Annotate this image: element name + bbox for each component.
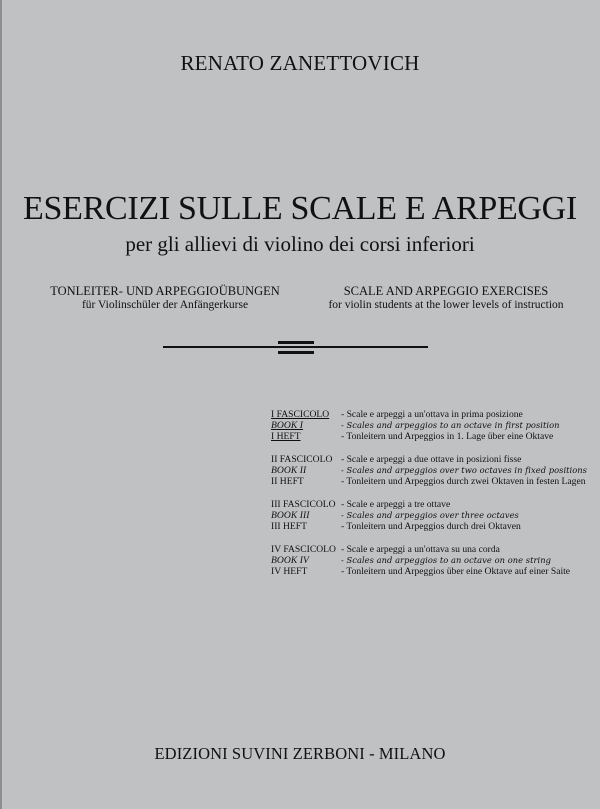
volume-description: - Scales and arpeggios over two octaves in fixed positions xyxy=(341,465,587,475)
volume-description: - Tonleitern und Arpeggios über eine Oktave auf einer Saite xyxy=(341,566,571,577)
german-subtitle: für Violinschüler der Anfängerkurse xyxy=(81,299,249,311)
page-subtitle: per gli allievi di violino dei corsi inferiori xyxy=(125,232,475,256)
volume-description: - Scale e arpeggi a due ottave in posizioni fisse xyxy=(341,454,522,465)
volume-description: - Scales and arpeggios over three octaves xyxy=(341,510,519,520)
volume-label: II FASCICOLO xyxy=(271,454,333,465)
volume-label: III HEFT xyxy=(271,521,307,532)
volume-description: - Scale e arpeggi a un'ottava in prima posizione xyxy=(341,409,523,420)
volume-row-german xyxy=(271,566,587,577)
volume-label: BOOK I xyxy=(271,420,304,431)
volume-label: III FASCICOLO xyxy=(271,499,336,510)
volume-row-italian xyxy=(271,499,587,510)
english-subtitle: for violin students at the lower levels of instruction xyxy=(328,299,564,311)
volume-row-english xyxy=(271,555,587,566)
volume-label: BOOK IV xyxy=(271,555,309,566)
volume-4 xyxy=(271,544,587,577)
divider-bar-top xyxy=(278,341,314,344)
volume-row-german xyxy=(271,431,587,442)
volume-label: BOOK III xyxy=(271,510,310,521)
page-title: ESERCIZI SULLE SCALE E ARPEGGI xyxy=(23,190,577,227)
volume-description: - Tonleitern und Arpeggios in 1. Lage über eine Oktave xyxy=(341,431,554,442)
divider-line xyxy=(163,346,428,348)
page-edge xyxy=(0,0,2,809)
volume-1 xyxy=(271,409,587,442)
volume-list xyxy=(271,409,587,589)
german-title-block xyxy=(20,284,310,312)
volume-description: - Scale e arpeggi a un'ottava su una corda xyxy=(341,544,500,555)
volume-row-italian xyxy=(271,454,587,465)
volume-row-italian xyxy=(271,544,587,555)
volume-description: - Scale e arpeggi a tre ottave xyxy=(341,499,451,510)
volume-label: IV HEFT xyxy=(271,566,308,577)
volume-row-german xyxy=(271,476,587,487)
volume-row-english xyxy=(271,510,587,521)
english-title: SCALE AND ARPEGGIO EXERCISES xyxy=(343,284,549,298)
volume-description: - Tonleitern und Arpeggios durch drei Oktaven xyxy=(341,521,521,532)
volume-row-english xyxy=(271,420,587,431)
author-name: RENATO ZANETTOVICH xyxy=(180,51,420,75)
english-title-block xyxy=(300,284,592,312)
volume-description: - Scales and arpeggios to an octave on one string xyxy=(341,555,551,565)
german-title: TONLEITER- UND ARPEGGIOÜBUNGEN xyxy=(50,284,280,298)
volume-2 xyxy=(271,454,587,487)
volume-row-italian xyxy=(271,409,587,420)
divider-bar-bottom xyxy=(278,351,314,354)
volume-description: - Tonleitern und Arpeggios durch zwei Oktaven in festen Lagen xyxy=(341,476,586,487)
volume-3 xyxy=(271,499,587,532)
volume-row-english xyxy=(271,465,587,476)
volume-label: I FASCICOLO xyxy=(271,409,330,420)
volume-label: IV FASCICOLO xyxy=(271,544,336,555)
volume-row-german xyxy=(271,521,587,532)
publisher-name: EDIZIONI SUVINI ZERBONI - MILANO xyxy=(154,744,446,763)
volume-description: - Scales and arpeggios to an octave in first position xyxy=(341,420,560,430)
volume-label: I HEFT xyxy=(271,431,301,442)
volume-label: BOOK II xyxy=(271,465,307,476)
volume-label: II HEFT xyxy=(271,476,304,487)
